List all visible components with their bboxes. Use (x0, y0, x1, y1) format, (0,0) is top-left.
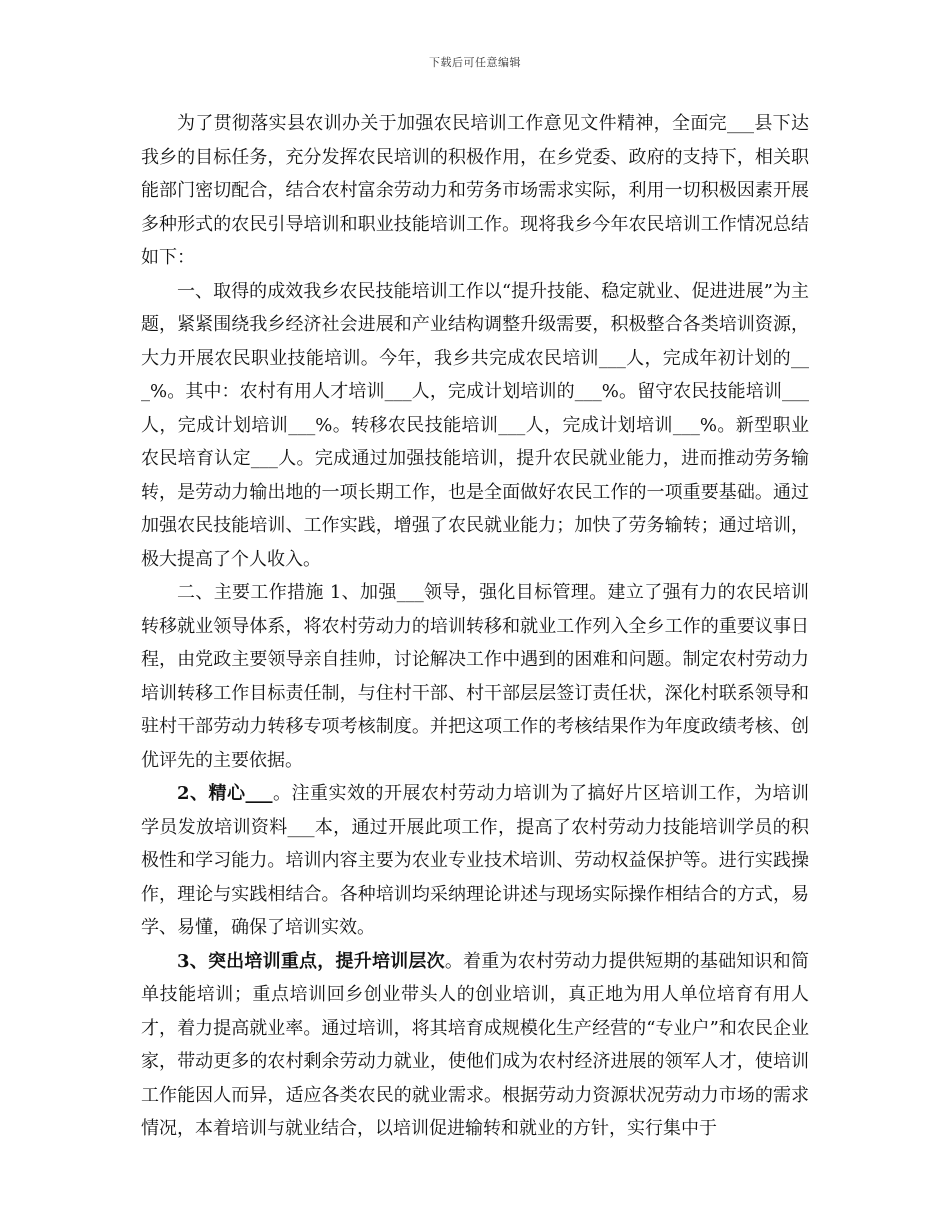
document-body (141, 107, 809, 1146)
paragraph-training-focus-text: 。着重为农村劳动力提供短期的基础知识和简单技能培训；重点培训回乡创业带头人的创业培训，真正地为用人单位培育有用人才，着力提高就业率。通过培训，将其培育成规模化生产经营的“专业户”和农民企业家，带动更多的农村剩余劳动力就业，使他们成为农村经济进展的领军人才，使培训工作能因人而异，适应各类农民的就业需求。根据劳动力资源状况劳动力市场的需求情况，本着培训与就业结合，以培训促进输转和就业的方针，实行集中于 (141, 950, 809, 1139)
paragraph-training-focus-heading: 3、突出培训重点，提升培训层次 (177, 950, 445, 972)
paragraph-achievements-text: 一、取得的成效我乡农民技能培训工作以“提升技能、稳定就业、促进进展”为主题，紧紧围绕我乡经济社会进展和产业结构调整升级需要，积极整合各类培训资源，大力开展农民职业技能培训。今年，我乡共完成农民培训___人，完成年初计划的___%。其中：农村有用人才培训___人，完成计划培训的___%。留守农民技能培训___人，完成计划培训___%。转移农民技能培训___人，完成计划培训___%。新型职业农民培育认定___人。完成通过加强技能培训，提升农民就业能力，进而推动劳务输转，是劳动力输出地的一项长期工作，也是全面做好农民工作的一项重要基础。通过加强农民技能培训、工作实践，增强了农民就业能力；加快了劳务输转；通过培训，极大提高了个人收入。 (141, 280, 809, 570)
paragraph-training-focus (141, 945, 809, 1146)
paragraph-intro (141, 107, 809, 275)
paragraph-intro-text: 为了贯彻落实县农训办关于加强农民培训工作意见文件精神，全面完___县下达我乡的目标任务，充分发挥农民培训的积极作用，在乡党委、政府的支持下，相关职能部门密切配合，结合农村富余劳动力和劳务市场需求实际，利用一切积极因素开展多种形式的农民引导培训和职业技能培训工作。现将我乡今年农民培训工作情况总结如下： (141, 113, 809, 268)
paragraph-achievements (141, 275, 809, 577)
paragraph-measures-text: 二、主要工作措施 1、加强___领导，强化目标管理。建立了强有力的农民培训转移就业领导体系，将农村劳动力的培训转移和就业工作列入全乡工作的重要议事日程，由党政主要领导亲自挂帅，讨论解决工作中遇到的困难和问题。制定农村劳动力培训转移工作目标责任制，与住村干部、村干部层层签订责任状，深化村联系领导和驻村干部劳动力转移专项考核制度。并把这项工作的考核结果作为年度政绩考核、创优评先的主要依据。 (141, 582, 809, 771)
paragraph-measures (141, 576, 809, 777)
paragraph-careful-training-heading: 2、精心___ (177, 783, 273, 804)
paragraph-careful-training (141, 777, 809, 945)
page-header: 下载后可任意编辑 (429, 56, 521, 69)
paragraph-careful-training-text: 。注重实效的开展农村劳动力培训为了搞好片区培训工作，为培训学员发放培训资料___本，通过开展此项工作，提高了农村劳动力技能培训学员的积极性和学习能力。培训内容主要为农业专业技术培训、劳动权益保护等。进行实践操作，理论与实践相结合。各种培训均采纳理论讲述与现场实际操作相结合的方式，易学、易懂，确保了培训实效。 (141, 783, 810, 938)
